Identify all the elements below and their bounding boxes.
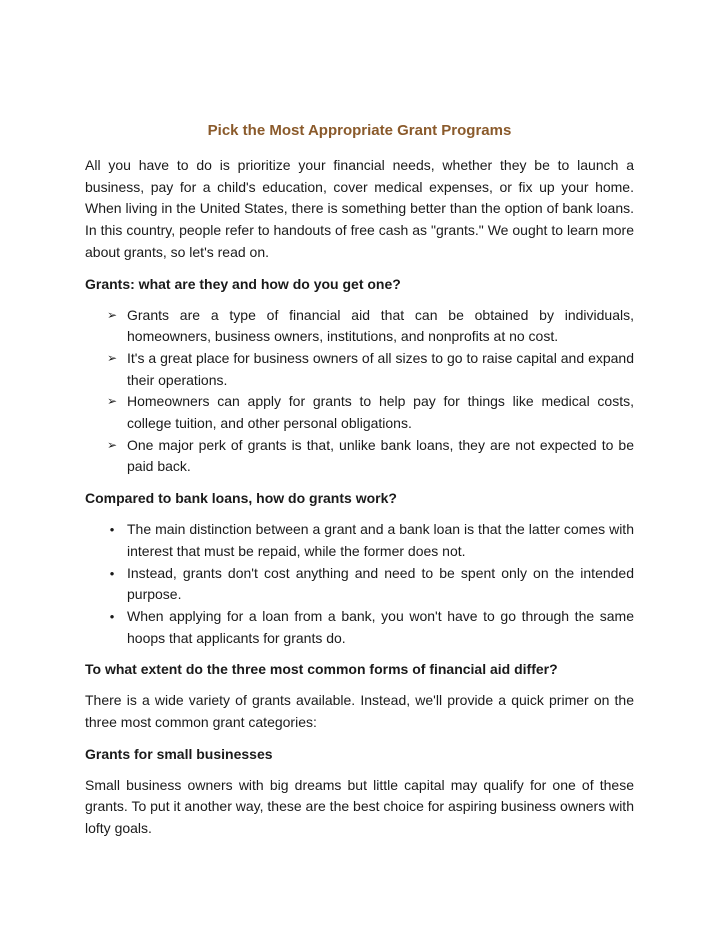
small-business-paragraph: Small business owners with big dreams but little capital may qualify for one of these grants. To put it another way, these are the best choice for aspiring business owners with lofty goals. [85, 776, 634, 837]
list-item: ➢ One major perk of grants is that, unlike bank loans, they are not expected to be paid back. [106, 436, 634, 475]
arrow-bullet-icon: ➢ [106, 307, 118, 322]
list-item: • Instead, grants don't cost anything and need to be spent only on the intended purpose. [85, 563, 634, 606]
bullet-dot-icon: • [109, 522, 115, 538]
list-item: • When applying for a loan from a bank, you won't have to go through the same hoops that applicants for grants do. [85, 606, 634, 649]
section-heading-compare: Compared to bank loans, how do grants work? [85, 490, 397, 507]
list-item: ➢ Homeowners can apply for grants to help pay for things like medical costs, college tuition, and other personal obligations. [106, 393, 634, 432]
arrow-bullet-icon: ➢ [106, 350, 118, 365]
list-item: ➢ Grants are a type of financial aid that can be obtained by individuals, homeowners, business owners, institutions, and nonprofits at no cost. [106, 306, 634, 345]
forms-paragraph: There is a wide variety of grants available. Instead, we'll provide a quick primer on the three most common grant categories: [85, 692, 634, 731]
list-item: ➢ It's a great place for business owners of all sizes to go to raise capital and expand their operations. [106, 349, 634, 388]
section-heading-small-business: Grants for small businesses [85, 745, 273, 762]
section-heading-forms: To what extent do the three most common forms of financial aid differ? [85, 661, 558, 678]
page-title: Pick the Most Appropriate Grant Programs [207, 122, 512, 139]
section-heading-grants: Grants: what are they and how do you get one? [85, 275, 401, 292]
arrow-bullet-icon: ➢ [106, 437, 118, 452]
bullet-dot-icon: • [109, 565, 115, 581]
arrow-bullet-icon: ➢ [106, 394, 118, 409]
bullet-dot-icon: • [109, 608, 115, 624]
document-page [85, 120, 634, 850]
compare-list [85, 519, 634, 649]
intro-paragraph: All you have to do is prioritize your financial needs, whether they be to launch a business, pay for a child's education, cover medical expenses, or fix up your home. When living in the United States, there is something better than the option of bank loans. In this country, people refer to handouts of free cash as "grants." We ought to learn more about grants, so let's read on. [85, 157, 634, 260]
grants-list [85, 305, 634, 479]
list-item: • The main distinction between a grant and a bank loan is that the latter comes with interest that must be repaid, while the former does not. [85, 519, 634, 562]
